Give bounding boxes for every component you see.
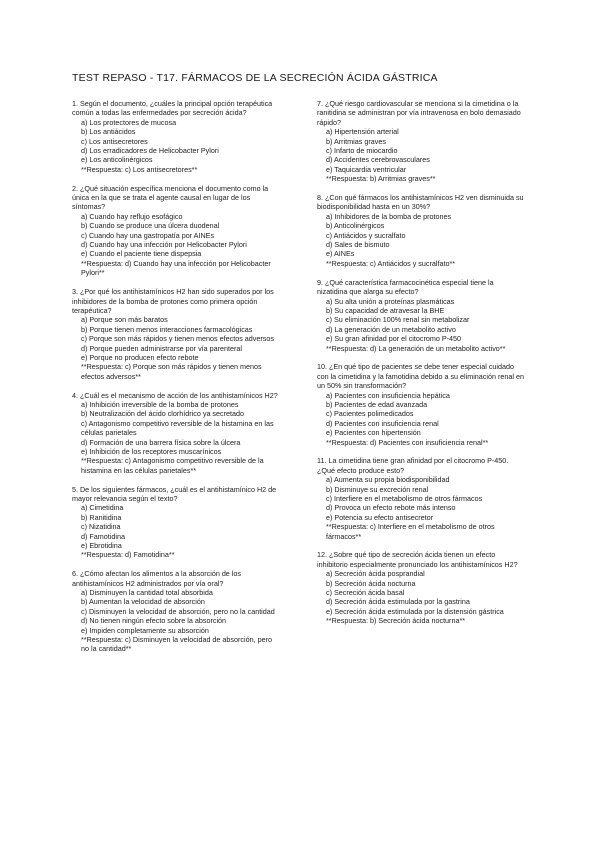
- answer-option: a) Su alta unión a proteínas plasmáticas: [326, 296, 455, 306]
- question-block: [72, 184, 280, 278]
- answer-option: a) Cuando hay reflujo esofágico: [81, 211, 183, 221]
- question-stem: 4. ¿Cuál es el mecanismo de acción de los antihistamínicos H2?: [72, 390, 278, 400]
- answer-option: a) Pacientes con insuficiencia hepática: [326, 390, 450, 400]
- answer-option: e) Pacientes con hipertensión: [326, 428, 421, 438]
- answer-option: b) Disminuye su excreción renal: [326, 484, 429, 494]
- answer-option: b) Los antiácidos: [81, 127, 136, 137]
- answer-option: e) AINEs: [326, 249, 355, 259]
- correct-answer: **Respuesta: c) Los antisecretores**: [81, 164, 198, 174]
- answer-option: c) Disminuyen la velocidad de absorción, pero no la cantidad: [81, 606, 275, 616]
- correct-answer: **Respuesta: c) Antiácidos y sucralfato**: [326, 258, 456, 268]
- answer-option: e) Los anticolinérgicos: [81, 155, 153, 165]
- question-stem: 9. ¿Qué característica farmacocinética especial tiene la nizatidina que alarga su efecto?: [317, 277, 494, 297]
- answer-option: e) Potencia su efecto antisecretor: [326, 512, 434, 522]
- answer-option: c) Interfiere en el metabolismo de otros fármacos: [326, 494, 483, 503]
- answer-option: c) Cuando hay una gastropatía por AINEs: [81, 230, 215, 240]
- question-block: [72, 99, 280, 174]
- answer-option: b) Su capacidad de atravesar la BHE: [326, 305, 445, 315]
- answer-option: c) Pacientes polimedicados: [326, 409, 414, 419]
- answer-option: e) Impiden completamente su absorción: [81, 625, 209, 635]
- question-block: [317, 550, 525, 625]
- answer-option: c) Nizatidina: [81, 522, 121, 532]
- question-block: [317, 456, 525, 541]
- question-stem: 12. ¿Sobre qué tipo de secreción ácida tienen un efecto inhibitorio especialmente pronunciado los antihistamínicos H2?: [317, 550, 518, 569]
- question-stem: 8. ¿Con qué fármacos los antihistamínicos H2 ven disminuida su biodisponibilidad hasta en un 30%?: [317, 193, 524, 212]
- answer-option: d) Pacientes con insuficiencia renal: [326, 418, 439, 428]
- answer-option: d) Sales de bismuto: [326, 240, 390, 250]
- answer-option: d) Formación de una barrera física sobre la úlcera: [81, 437, 241, 447]
- answer-option: d) Famotidina: [81, 531, 125, 541]
- answer-option: d) La generación de un metabolito activo: [326, 324, 456, 334]
- right-column: [317, 99, 525, 635]
- question-stem: 7. ¿Qué riesgo cardiovascular se menciona si la cimetidina o la ranitidina se administran por vía intravenosa en bolo demasiado rápido?: [317, 99, 521, 127]
- question-stem: 5. De los siguientes fármacos, ¿cuál es el antihistamínico H2 de mayor relevancia según el texto?: [72, 484, 277, 503]
- answer-option: c) Porque son más rápidos y tienen menos efectos adversos: [81, 334, 274, 344]
- question-block: [72, 485, 280, 560]
- answer-option: a) Inhibición irreversible de la bomba de protones: [81, 399, 239, 409]
- answer-option: a) Los protectores de mucosa: [81, 117, 177, 127]
- answer-option: d) Secreción ácida estimulada por la gastrina: [326, 597, 470, 607]
- correct-answer: **Respuesta: d) Pacientes con insuficiencia renal**: [326, 437, 489, 447]
- answer-option: a) Disminuyen la cantidad total absorbida: [81, 588, 213, 598]
- answer-option: c) Su eliminación 100% renal sin metabolizar: [326, 315, 470, 325]
- question-stem: 2. ¿Qué situación específica menciona el documento como la única en la que se trata el agente causal en lugar de los síntomas?: [72, 183, 269, 212]
- correct-answer: **Respuesta: c) Disminuyen la velocidad de absorción, pero no la cantidad**: [81, 635, 272, 654]
- correct-answer: **Respuesta: c) Antagonismo competitivo reversible de la histamina en las células parietales**: [81, 456, 264, 475]
- answer-option: e) Secreción ácida estimulada por la distensión gástrica: [326, 606, 504, 616]
- answer-option: c) Antiácidos y sucralfato: [326, 230, 406, 240]
- answer-option: b) Neutralización del ácido clorhídrico ya secretado: [81, 409, 244, 419]
- page-title: TEST REPASO - T17. FÁRMACOS DE LA SECRECIÓN ÁCIDA GÁSTRICA: [72, 72, 438, 84]
- correct-answer: **Respuesta: c) Porque son más rápidos y tienen menos efectos adversos**: [81, 362, 262, 381]
- answer-option: e) Inhibición de los receptores muscarínicos: [81, 446, 222, 456]
- answer-option: c) Antagonismo competitivo reversible de la histamina en las células parietales: [81, 418, 274, 438]
- answer-option: b) Pacientes de edad avanzada: [326, 399, 428, 409]
- answer-option: c) Secreción ácida basal: [326, 588, 405, 598]
- answer-option: e) Taquicardia ventricular: [326, 164, 407, 174]
- answer-option: d) Cuando hay una infección por Helicobacter Pylori: [81, 240, 247, 250]
- answer-option: b) Ranitidina: [81, 512, 122, 522]
- answer-option: a) Porque son más baratos: [81, 315, 168, 325]
- answer-option: a) Cimetidina: [81, 503, 124, 513]
- answer-option: d) No tienen ningún efecto sobre la absorción: [81, 616, 227, 626]
- question-block: [317, 278, 525, 353]
- correct-answer: **Respuesta: b) Secreción ácida nocturna**: [326, 616, 466, 626]
- answer-option: b) Anticolinérgicos: [326, 221, 385, 231]
- correct-answer: **Respuesta: d) La generación de un metabolito activo**: [326, 343, 506, 353]
- question-block: [72, 391, 280, 476]
- answer-option: b) Porque tienen menos interacciones farmacológicas: [81, 324, 253, 334]
- question-block: [72, 287, 280, 381]
- answer-option: d) Porque pueden administrarse por vía parenteral: [81, 343, 243, 353]
- answer-option: a) Secreción ácida posprandial: [326, 569, 425, 579]
- question-stem: 10. ¿En qué tipo de pacientes se debe tener especial cuidado con la cimetidina y la famotidina debido a su eliminación renal en un 50% sin transformación?: [317, 362, 524, 391]
- correct-answer: **Respuesta: b) Arritmias graves**: [326, 174, 436, 184]
- question-stem: 6. ¿Cómo afectan los alimentos a la absorción de los antihistamínicos H2 administrados por vía oral?: [72, 569, 241, 588]
- question-block: [317, 193, 525, 268]
- question-stem: 11. La cimetidina tiene gran afinidad por el citocromo P-450. ¿Qué efecto produce esto?: [317, 456, 509, 475]
- correct-answer: **Respuesta: d) Cuando hay una infección por Helicobacter Pylori**: [81, 258, 271, 278]
- answer-option: b) Cuando se produce una úlcera duodenal: [81, 221, 220, 231]
- answer-option: e) Ebrotidina: [81, 541, 122, 551]
- question-block: [317, 99, 525, 184]
- answer-option: d) Provoca un efecto rebote más intenso: [326, 503, 456, 513]
- answer-option: c) Los antisecretores: [81, 136, 148, 146]
- answer-option: b) Secreción ácida nocturna: [326, 578, 416, 588]
- question-stem: 1. Según el documento, ¿cuáles la principal opción terapéutica común a todas las enfermedades por secreción ácida?: [72, 99, 273, 118]
- question-stem: 3. ¿Por qué los antihistamínicos H2 han sido superados por los inhibidores de la bomba de protones como primera opción terapéutica?: [72, 287, 274, 315]
- answer-option: c) Infarto de miocardio: [326, 146, 398, 156]
- answer-option: d) Los erradicadores de Helicobacter Pylori: [81, 146, 219, 156]
- answer-option: e) Cuando el paciente tiene dispepsia: [81, 249, 202, 259]
- answer-option: b) Arritmias graves: [326, 136, 386, 146]
- correct-answer: **Respuesta: d) Famotidina**: [81, 550, 175, 560]
- answer-option: e) Su gran afinidad por el citocromo P-450: [326, 334, 462, 344]
- answer-option: d) Accidentes cerebrovasculares: [326, 155, 430, 165]
- answer-option: e) Porque no producen efecto rebote: [81, 352, 199, 362]
- answer-option: a) Hipertensión arterial: [326, 127, 399, 137]
- answer-option: a) Aumenta su propia biodisponibilidad: [326, 475, 450, 485]
- question-block: [72, 569, 280, 654]
- correct-answer: **Respuesta: c) Interfiere en el metabolismo de otros fármacos**: [326, 522, 495, 541]
- answer-option: a) Inhibidores de la bomba de protones: [326, 211, 452, 221]
- left-column: [72, 99, 280, 663]
- question-block: [317, 362, 525, 447]
- answer-option: b) Aumentan la velocidad de absorción: [81, 597, 205, 607]
